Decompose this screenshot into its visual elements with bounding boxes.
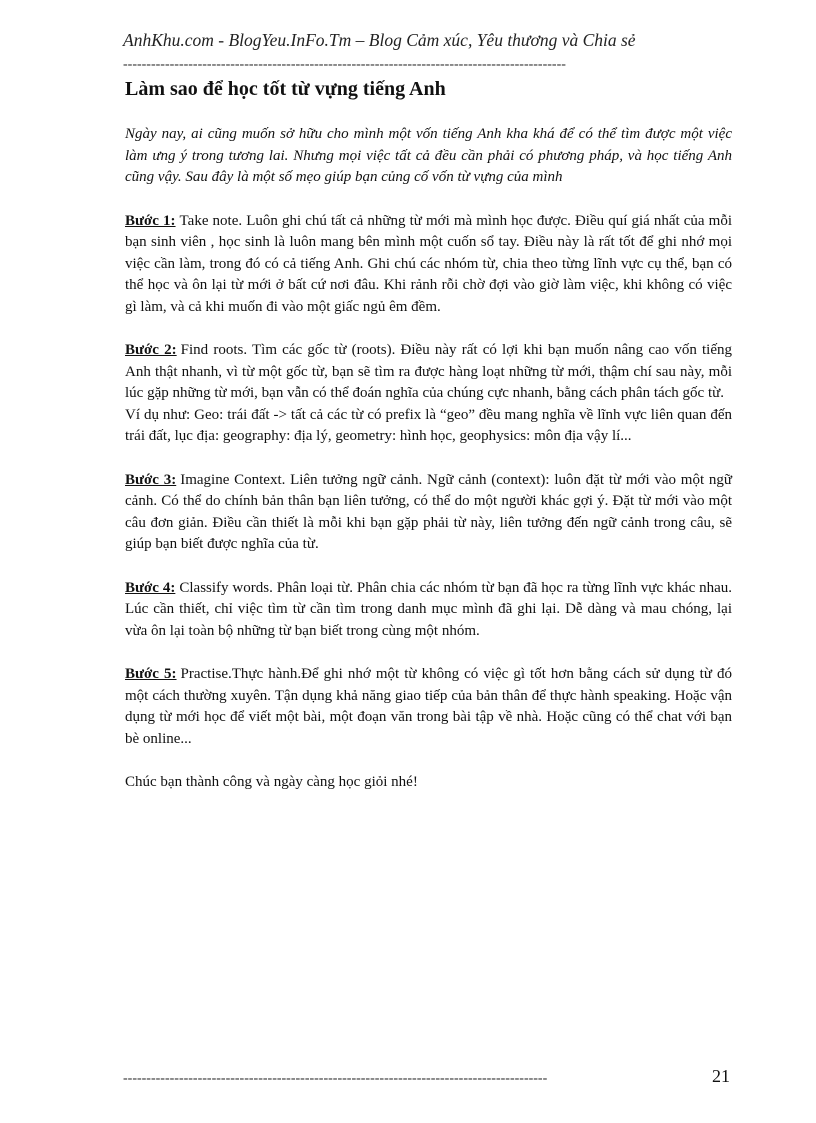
- footer-divider: -------------------------------------------------------------------------------------------: [123, 1072, 548, 1086]
- step-3-label: Bước 3:: [125, 471, 177, 488]
- step-2-paragraph: [125, 340, 732, 448]
- step-5-label: Bước 5:: [125, 666, 177, 682]
- article-body: [125, 124, 732, 794]
- article-title: Làm sao để học tốt từ vựng tiếng Anh: [125, 78, 446, 100]
- page-header: AnhKhu.com - BlogYeu.InFo.Tm – Blog Cảm xúc, Yêu thương và Chia sẻ: [123, 30, 636, 50]
- step-1-label: Bước 1:: [125, 212, 176, 229]
- step-3-text: Imagine Context. Liên tưởng ngữ cảnh. Ngữ cảnh (context): luôn đặt từ mới vào một ngữ cảnh. Có thể do chính bản thân bạn liên tưởng, có thể do một người khác gợi ý. Đặt từ mới vào một câu đơn giản. Điều cần thiết là mỗi khi bạn gặp phải từ này, liên tưởng đến ngữ cảnh trong câu, sẽ giúp bạn biết được nghĩa của từ.: [125, 471, 732, 552]
- step-4-paragraph: [125, 578, 732, 643]
- step-3-paragraph: [125, 470, 732, 556]
- step-5-paragraph: [125, 664, 732, 750]
- step-5-text: Practise.Thực hành.Để ghi nhớ một từ không có việc gì tốt hơn bằng cách sử dụng từ đó một cách thường xuyên. Tận dụng khả năng giao tiếp của bản thân để thực hành speaking. Hoặc vận dụng từ mới học để viết một bài, một đoạn văn trong bài tập về nhà. Hoặc cũng có thể chat với bạn bè online...: [125, 666, 732, 747]
- step-1-text: Take note. Luôn ghi chú tất cả những từ mới mà mình học được. Điều quí giá nhất của mỗi bạn sinh viên , học sinh là luôn mang bên mình một cuốn sổ tay. Điều này là rất tốt để ghi nhớ mọi việc cần làm, trong đó có cả tiếng Anh. Ghi chú các nhóm từ, chia theo từng lĩnh vực cụ thể, bạn có thể học và ôn lại từ mới ở bất cứ nơi đâu. Khi rảnh rỗi chờ đợi vào giờ làm việc, khi không có việc gì làm, và cả khi muốn đi vào một giấc ngủ êm đềm.: [125, 212, 732, 315]
- step-2-text: Find roots. Tìm các gốc từ (roots). Điều này rất có lợi khi bạn muốn nâng cao vốn tiếng Anh thật nhanh, vì từ một gốc từ, bạn sẽ tìm ra được hàng loạt những từ mới, thậm chí sau này, mỗi lúc gặp những từ mới, bạn vẫn có thể đoán nghĩa của chúng cực nhanh, bằng cách phân tách gốc từ.: [125, 342, 732, 401]
- page-number: 21: [712, 1066, 730, 1086]
- step-4-text: Classify words. Phân loại từ. Phân chia các nhóm từ bạn đã học ra từng lĩnh vực khác nhau. Lúc cần thiết, chỉ việc tìm từ cần tìm trong danh mục mình đã ghi lại. Dễ dàng và mau chóng, lại vừa ôn lại toàn bộ những từ bạn biết trong cùng một nhóm.: [125, 579, 733, 639]
- closing-line: Chúc bạn thành công và ngày càng học giỏi nhé!: [125, 774, 418, 790]
- step-2-example: Ví dụ như: Geo: trái đất -> tất cả các từ có prefix là “geo” đều mang nghĩa về lĩnh vực liên quan đến trái đất, lục địa: geography: địa lý, geometry: hình học, geophysics: môn địa vậy lí...: [125, 406, 732, 444]
- step-4-label: Bước 4:: [125, 579, 176, 596]
- step-1-paragraph: [125, 211, 732, 319]
- step-2-label: Bước 2:: [125, 342, 177, 358]
- header-divider: -----------------------------------------------------------------------------------------------: [123, 58, 566, 72]
- intro-paragraph: Ngày nay, ai cũng muốn sở hữu cho mình một vốn tiếng Anh kha khá để có thể tìm được một việc làm ưng ý trong tương lai. Nhưng mọi việc tất cả đều cần phải có phương pháp, và học tiếng Anh cũng vậy. Sau đây là một số mẹo giúp bạn củng cố vốn từ vựng của mình: [125, 126, 732, 185]
